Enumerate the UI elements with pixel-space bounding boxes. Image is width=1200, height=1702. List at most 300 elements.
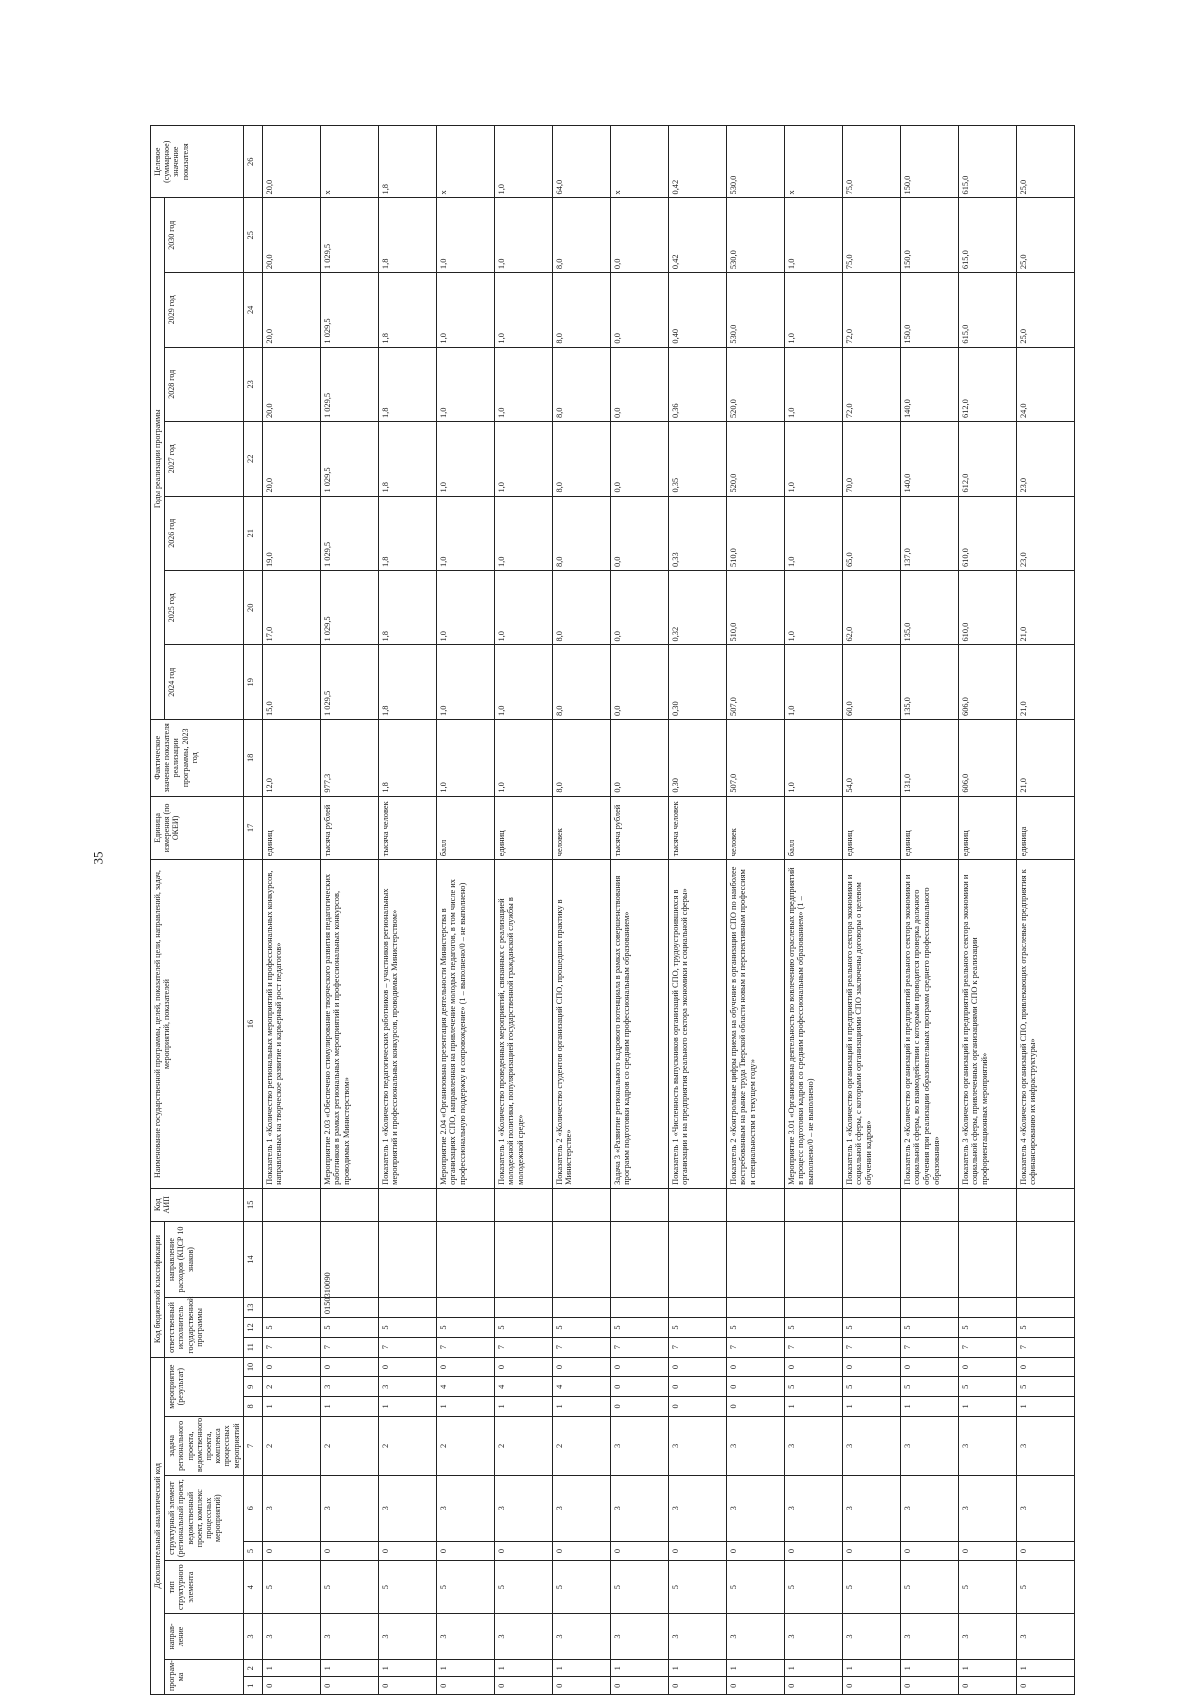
code-cell [262,1221,320,1298]
year-value-cell: 520,0 [726,347,784,421]
target-cell: 20,0 [262,126,320,198]
year-value-cell: 75,0 [842,198,900,273]
table-row [436,126,494,1695]
code-cell: 5 [958,1561,1016,1614]
year-value-cell: 1,0 [436,422,494,496]
code-cell: 0 [262,1541,320,1561]
year-value-cell: 20,0 [262,347,320,421]
code-cell: 7 [1016,1337,1074,1357]
code-cell: 7 [378,1337,436,1357]
year-value-cell: 0,0 [610,198,668,273]
code-cell: 0 [378,1677,436,1695]
code-cell: 0 [958,1541,1016,1561]
code-cell: 3 [842,1475,900,1541]
program-table [150,125,1075,1695]
code-cell: 1 [842,1659,900,1677]
year-value-cell: 1 029,5 [320,645,378,719]
code-cell: 3 [784,1416,842,1475]
code-cell: 5 [610,1318,668,1338]
code-cell: 1 [958,1397,1016,1417]
aip-cell [726,1188,784,1221]
code-cell [494,1221,552,1298]
fact-cell: 1,0 [494,719,552,796]
table-row [842,126,900,1695]
year-value-cell: 72,0 [842,273,900,347]
code-cell: 0 [726,1677,784,1695]
year-value-cell: 137,0 [900,496,958,570]
year-value-cell: 1,0 [784,496,842,570]
year-value-cell: 1,8 [378,422,436,496]
code-cell [784,1298,842,1318]
code-cell: 7 [552,1337,610,1357]
table-row [726,126,784,1695]
header-aip: Код АИП [151,1188,244,1221]
code-cell: 5 [378,1318,436,1338]
code-cell: 1 [784,1659,842,1677]
col-number: 10 [243,1357,262,1377]
col-number: 20 [243,571,262,645]
code-cell: 1 [378,1659,436,1677]
code-cell: 0 [610,1357,668,1377]
year-value-cell: 140,0 [900,422,958,496]
code-cell: 3 [378,1475,436,1541]
code-cell [900,1221,958,1298]
name-cell: Показатель 2 «Контрольные цифры приема на обучение в организации СПО по наиболее востребованным на рынке труда Тверской области новым и перспективным профессиям и специальностям в текущем году» [726,860,784,1189]
code-cell: 3 [668,1613,726,1659]
code-cell [668,1298,726,1318]
target-cell: x [436,126,494,198]
year-value-cell: 1 029,5 [320,571,378,645]
code-cell: 5 [668,1318,726,1338]
col-number: 8 [243,1397,262,1417]
target-cell: 0,42 [668,126,726,198]
code-cell: 0 [668,1397,726,1417]
unit-cell: единиц [262,796,320,860]
code-cell: 1 [784,1397,842,1417]
fact-cell: 54,0 [842,719,900,796]
year-value-cell: 62,0 [842,571,900,645]
col-number: 9 [243,1377,262,1397]
year-value-cell: 507,0 [726,645,784,719]
aip-cell [378,1188,436,1221]
code-cell: 3 [668,1475,726,1541]
year-value-cell: 1,0 [436,347,494,421]
aip-cell [436,1188,494,1221]
col-number: 11 [243,1337,262,1357]
header-task: задача регионального проекта, ведомственного проекта, комплекса процессных мероприятий [165,1416,244,1475]
fact-cell: 131,0 [900,719,958,796]
code-cell: 0 [726,1397,784,1417]
code-cell: 0 [900,1677,958,1695]
table-row [1016,126,1074,1695]
code-cell [610,1298,668,1318]
code-cell: 3 [842,1416,900,1475]
code-cell: 0 [668,1677,726,1695]
code-cell: 5 [494,1318,552,1338]
name-cell: Задача 3 «Развитие регионального кадрового потенциала в рамках совершенствования программ подготовки кадров со средним профессиональным образованием» [610,860,668,1189]
col-number: 15 [243,1188,262,1221]
year-value-cell: 1,0 [784,645,842,719]
code-cell [378,1298,436,1318]
code-cell: 0 [668,1541,726,1561]
year-value-cell: 0,33 [668,496,726,570]
code-cell: 5 [378,1561,436,1614]
year-value-cell: 610,0 [958,496,1016,570]
col-number: 3 [243,1613,262,1659]
col-number: 24 [243,273,262,347]
fact-cell: 1,0 [436,719,494,796]
code-cell: 1 [320,1397,378,1417]
code-cell: 5 [668,1561,726,1614]
code-cell: 1 [842,1397,900,1417]
col-number: 23 [243,347,262,421]
col-number: 13 [243,1298,262,1318]
target-cell: x [784,126,842,198]
code-cell [958,1221,1016,1298]
year-value-cell: 0,35 [668,422,726,496]
year-value-cell: 615,0 [958,198,1016,273]
unit-cell: балл [784,796,842,860]
year-2026: 2026 год [165,496,244,570]
code-cell: 5 [320,1561,378,1614]
code-cell: 1 [552,1397,610,1417]
year-value-cell: 25,0 [1016,198,1074,273]
code-cell: 7 [320,1337,378,1357]
code-cell: 3 [552,1613,610,1659]
code-cell: 3 [784,1475,842,1541]
code-cell: 0 [320,1541,378,1561]
year-value-cell: 606,0 [958,645,1016,719]
year-value-cell: 8,0 [552,347,610,421]
code-cell: 0 [610,1397,668,1417]
year-value-cell: 1,0 [436,198,494,273]
code-cell: 5 [842,1561,900,1614]
target-cell: 530,0 [726,126,784,198]
year-value-cell: 20,0 [262,422,320,496]
table-body [262,126,1074,1695]
code-cell: 1 [262,1659,320,1677]
year-value-cell: 1 029,5 [320,273,378,347]
code-cell [1016,1298,1074,1318]
table-row [262,126,320,1695]
year-value-cell: 1 029,5 [320,496,378,570]
code-cell: 5 [958,1318,1016,1338]
year-value-cell: 25,0 [1016,273,1074,347]
code-cell: 3 [958,1613,1016,1659]
code-cell [494,1298,552,1318]
code-cell [262,1298,320,1318]
code-cell: 3 [1016,1475,1074,1541]
year-value-cell: 21,0 [1016,571,1074,645]
year-value-cell: 1,0 [494,273,552,347]
year-value-cell: 1,0 [784,347,842,421]
code-cell: 4 [436,1377,494,1397]
code-cell: 0 [610,1541,668,1561]
name-cell: Показатель 1 «Численность выпускников организаций СПО, трудоустроившихся в организации и на предприятия реального сектора экономики и социальной сферы» [668,860,726,1189]
code-cell: 0 [842,1357,900,1377]
col-number: 7 [243,1416,262,1475]
year-value-cell: 0,36 [668,347,726,421]
code-cell: 3 [320,1377,378,1397]
year-value-cell: 8,0 [552,273,610,347]
unit-cell: единица [1016,796,1074,860]
code-cell: 2 [436,1416,494,1475]
code-cell: 5 [1016,1561,1074,1614]
year-value-cell: 135,0 [900,571,958,645]
target-cell: 25,0 [1016,126,1074,198]
aip-cell [610,1188,668,1221]
year-value-cell: 8,0 [552,496,610,570]
unit-cell: балл [436,796,494,860]
header-event: мероприятие (результат) [165,1357,244,1416]
col-number: 1 [243,1677,262,1695]
name-cell: Показатель 1 «Количество педагогических работников – участников региональных мероприятий и профессиональных конкурсов, проводимых Министерством» [378,860,436,1189]
code-cell: 0 [262,1677,320,1695]
name-cell: Мероприятие 2.04 «Организована презентация деятельности Министерства в организациях СПО, направленная на привлечение молодых педагогов, в том числе их профессиональную поддержку и сопровождение» (1 – выполнено/0 – не выполнено) [436,860,494,1189]
code-cell: 3 [958,1416,1016,1475]
unit-cell: единиц [494,796,552,860]
code-cell: 0 [494,1357,552,1377]
name-cell: Показатель 2 «Количество организаций и предприятий реального сектора экономики и социальной сферы, во взаимодействии с которыми проводится проверка должного обучения при реализации образовательных программ среднего профессионального образования» [900,860,958,1189]
year-value-cell: 8,0 [552,422,610,496]
code-cell: 5 [436,1561,494,1614]
header-budget: Код бюджетной классификации [151,1221,165,1357]
aip-cell [320,1188,378,1221]
year-value-cell: 1,0 [494,347,552,421]
fact-cell: 606,0 [958,719,1016,796]
code-cell: 0 [436,1541,494,1561]
col-number: 22 [243,422,262,496]
year-value-cell: 1,0 [436,273,494,347]
name-cell: Мероприятие 3.01 «Организована деятельность по вовлечению отраслевых предприятий в процесс подготовки кадров со средним профессиональным образованием» (1 – выполнено/0 – не выполнено) [784,860,842,1189]
code-cell: 0 [958,1357,1016,1377]
table-row [320,126,378,1695]
fact-cell: 21,0 [1016,719,1074,796]
code-cell [436,1221,494,1298]
aip-cell [784,1188,842,1221]
year-value-cell: 24,0 [1016,347,1074,421]
code-cell: 3 [784,1613,842,1659]
header-addcode: Дополнительный аналитический код [151,1357,165,1694]
code-cell: 1 [900,1397,958,1417]
aip-cell [842,1188,900,1221]
code-cell: 0 [1016,1677,1074,1695]
code-cell: 1 [900,1659,958,1677]
header-prog: програм-ма [165,1659,244,1694]
target-cell: 615,0 [958,126,1016,198]
code-cell: 3 [494,1475,552,1541]
table-row [784,126,842,1695]
header-exec: ответственный исполнитель государственной программы [165,1298,244,1357]
target-cell: 150,0 [900,126,958,198]
year-value-cell: 1,8 [378,198,436,273]
code-cell: 0 [842,1541,900,1561]
header-type: тип структурного элемента [165,1561,244,1614]
year-value-cell: 70,0 [842,422,900,496]
code-cell: 3 [1016,1613,1074,1659]
aip-cell [262,1188,320,1221]
year-value-cell: 520,0 [726,422,784,496]
year-value-cell: 1,8 [378,645,436,719]
year-value-cell: 65,0 [842,496,900,570]
target-cell: 1,8 [378,126,436,198]
code-cell: 0 [784,1677,842,1695]
code-cell [726,1221,784,1298]
code-cell: 5 [610,1561,668,1614]
code-cell: 3 [320,1613,378,1659]
code-cell [842,1298,900,1318]
code-cell: 0 [552,1677,610,1695]
code-cell: 0 [900,1357,958,1377]
code-cell: 2 [378,1416,436,1475]
code-cell: 0 [552,1541,610,1561]
code-cell [610,1221,668,1298]
unit-cell: единиц [842,796,900,860]
year-value-cell: 23,0 [1016,422,1074,496]
code-cell: 0 [726,1357,784,1377]
code-cell: 0 [842,1677,900,1695]
year-value-cell: 21,0 [1016,645,1074,719]
year-value-cell: 135,0 [900,645,958,719]
code-cell: 1 [552,1659,610,1677]
code-cell: 3 [494,1613,552,1659]
code-cell [958,1298,1016,1318]
code-cell: 0 [378,1541,436,1561]
code-cell: 3 [378,1377,436,1397]
code-cell: 3 [610,1416,668,1475]
code-cell [842,1221,900,1298]
year-value-cell: 1 029,5 [320,198,378,273]
header-name: Наименование государственной программы, целей, показателей цели, направлений, задач, мероприятий, показателей [151,860,244,1189]
code-cell: 5 [842,1318,900,1338]
code-cell [784,1221,842,1298]
code-cell: 5 [262,1318,320,1338]
col-number: 21 [243,496,262,570]
year-value-cell: 20,0 [262,198,320,273]
code-cell: 2 [262,1377,320,1397]
table-row [900,126,958,1695]
code-cell: 0 [262,1357,320,1377]
col-number: 26 [243,126,262,198]
code-cell: 5 [726,1318,784,1338]
year-value-cell: 1 029,5 [320,347,378,421]
aip-cell [494,1188,552,1221]
header-struct: структурный элемент (региональный проект, ведомственный проект, комплекс процессных мероприятий) [165,1475,244,1560]
code-cell: 1 [726,1659,784,1677]
code-cell: 0 [1016,1357,1074,1377]
code-cell: 3 [610,1613,668,1659]
year-value-cell: 1 029,5 [320,422,378,496]
unit-cell: единиц [900,796,958,860]
year-value-cell: 19,0 [262,496,320,570]
code-cell: 5 [436,1318,494,1338]
year-value-cell: 72,0 [842,347,900,421]
code-cell: 3 [900,1475,958,1541]
year-value-cell: 615,0 [958,273,1016,347]
code-cell: 0 [436,1357,494,1377]
code-cell: 7 [726,1337,784,1357]
header-unit: Единица измерения (по ОКЕИ) [151,796,244,860]
year-value-cell: 17,0 [262,571,320,645]
code-cell: 3 [726,1613,784,1659]
header-fact: Фактическое значение показателя реализации программы, 2023 год [151,719,244,796]
code-cell: 3 [726,1416,784,1475]
code-cell: 0 [726,1541,784,1561]
code-cell: 3 [610,1475,668,1541]
code-cell: 1 [320,1659,378,1677]
code-cell: 5 [784,1318,842,1338]
code-cell [1016,1221,1074,1298]
year-value-cell: 20,0 [262,273,320,347]
year-value-cell: 23,0 [1016,496,1074,570]
aip-cell [900,1188,958,1221]
code-cell: 3 [726,1475,784,1541]
target-cell: x [320,126,378,198]
table-row [958,126,1016,1695]
code-cell: 0 [784,1357,842,1377]
code-cell: 3 [436,1475,494,1541]
code-cell: 5 [320,1318,378,1338]
code-cell: 5 [552,1318,610,1338]
year-value-cell: 1,0 [494,645,552,719]
year-value-cell: 1,0 [784,273,842,347]
code-cell: 0 [610,1377,668,1397]
code-cell: 2 [494,1416,552,1475]
code-cell: 0 [900,1541,958,1561]
name-cell: Показатель 4 «Количество организаций СПО, привлекающих отраслевые предприятия к софинансированию их инфраструктуры» [1016,860,1074,1189]
code-cell: 0 [494,1677,552,1695]
code-cell: 3 [900,1416,958,1475]
fact-cell: 1,0 [784,719,842,796]
header-target: Целевое (суммарное) значение показателя [151,126,244,198]
code-cell [552,1221,610,1298]
unit-cell: тысяча человек [378,796,436,860]
code-cell: 7 [900,1337,958,1357]
code-cell: 0 [494,1541,552,1561]
table-row [668,126,726,1695]
code-cell: 2 [320,1416,378,1475]
year-2030: 2030 год [165,198,244,273]
code-cell: 1 [378,1397,436,1417]
unit-cell: человек [552,796,610,860]
code-cell: 3 [668,1416,726,1475]
col-number: 14 [243,1221,262,1298]
header-exp: направление расходов (КЦСР 10 знаков) [165,1221,244,1298]
code-cell: 0 [668,1377,726,1397]
code-cell [378,1221,436,1298]
unit-cell: тысяча рублей [320,796,378,860]
code-cell: 0 [784,1541,842,1561]
target-cell: 64,0 [552,126,610,198]
year-value-cell: 1,0 [494,571,552,645]
code-cell: 1 [494,1659,552,1677]
col-number: 6 [243,1475,262,1541]
col-number: 25 [243,198,262,273]
fact-cell: 0,30 [668,719,726,796]
year-value-cell: 530,0 [726,273,784,347]
code-cell: 7 [494,1337,552,1357]
unit-cell: тысяча человек [668,796,726,860]
code-cell: 0 [610,1677,668,1695]
code-cell: 5 [552,1561,610,1614]
code-cell: 0 [668,1357,726,1377]
code-cell: 5 [958,1377,1016,1397]
code-cell: 3 [958,1475,1016,1541]
year-2028: 2028 год [165,347,244,421]
code-cell: 3 [262,1613,320,1659]
code-cell: 0 [1016,1541,1074,1561]
year-value-cell: 510,0 [726,496,784,570]
